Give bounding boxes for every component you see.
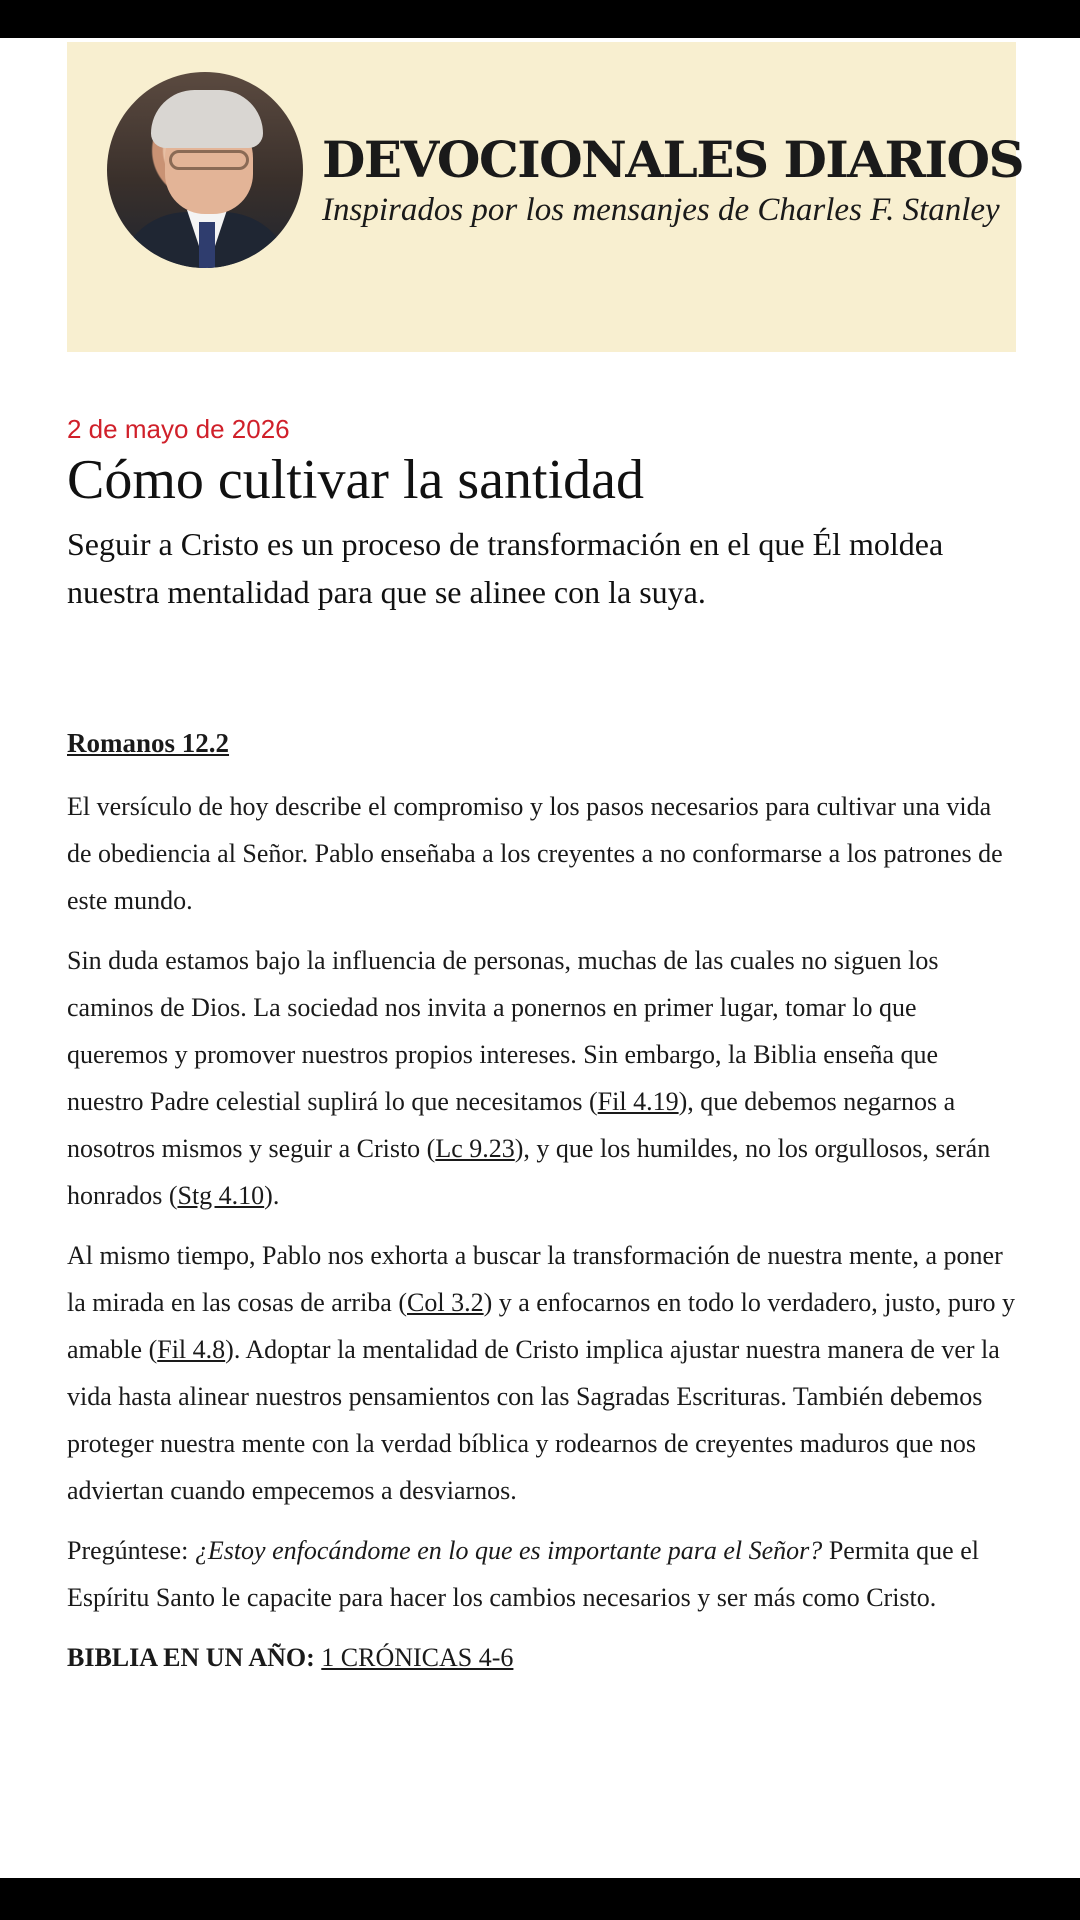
verse-link-fil-4-8[interactable]: Fil 4.8 xyxy=(157,1335,226,1364)
paragraph-1: El versículo de hoy describe el compromiso y los pasos necesarios para cultivar una vida de obediencia al Señor. Pablo enseñaba a los creyentes a no conformarse a los patrones de este mundo. xyxy=(67,792,1003,915)
header-banner xyxy=(67,42,1024,352)
article-lede: Seguir a Cristo es un proceso de transformación en el que Él moldea nuestra mentalidad para que se alinee con la suya. xyxy=(67,526,944,610)
paragraph-3 xyxy=(67,1232,1017,1514)
reading-plan xyxy=(67,1634,1017,1681)
verse-link-fil-4-19[interactable]: Fil 4.19 xyxy=(597,1087,679,1116)
paragraph-3-text-c: ). Adoptar la mentalidad de Cristo implica ajustar nuestra manera de ver la vida hasta alinear nuestros pensamientos con las Sagradas Escrituras. También debemos proteger nuestra mente con la verdad bíblica y rodearnos de creyentes maduros que nos adviertan cuando empecemos a desviarnos. xyxy=(67,1335,1000,1505)
reading-plan-link[interactable]: 1 CRÓNICAS 4-6 xyxy=(321,1643,514,1672)
verse-link-stg-4-10[interactable]: Stg 4.10 xyxy=(177,1181,265,1210)
paragraph-4 xyxy=(67,1527,1017,1621)
bottom-navigation-bar xyxy=(0,1878,1080,1920)
reflection-question: ¿Estoy enfocándome en lo que es importante para el Señor? xyxy=(194,1536,823,1565)
verse-link-col-3-2[interactable]: Col 3.2 xyxy=(407,1288,484,1317)
top-status-bar xyxy=(0,0,1080,38)
brand-title: DEVOCIONALES DIARIOS xyxy=(322,130,1024,189)
paragraph-4-text-b: Permita que el Espíritu Santo le capacite para hacer los cambios necesarios y ser más como Cristo. xyxy=(67,1536,979,1612)
author-photo xyxy=(107,72,303,268)
paragraph-3-text-b: ) y a enfocarnos en todo lo verdadero, justo, puro y amable ( xyxy=(67,1288,1015,1364)
reading-plan-label: BIBLIA EN UN AÑO: xyxy=(67,1643,315,1672)
paragraph-2-text-b: ), que debemos negarnos a nosotros mismos y seguir a Cristo ( xyxy=(67,1087,956,1163)
paragraph-4-text-a: Pregúntese: xyxy=(67,1536,195,1565)
brand-subtitle: Inspirados por los mensanjes de Charles F. Stanley xyxy=(322,192,1000,228)
verse-link-lc-9-23[interactable]: Lc 9.23 xyxy=(435,1134,515,1163)
scripture-reference-link[interactable]: Romanos 12.2 xyxy=(67,728,230,758)
paragraph-2-text-d: ). xyxy=(264,1181,280,1210)
article-body xyxy=(67,720,1017,1694)
article-date: 2 de mayo de 2026 xyxy=(67,414,290,444)
paragraph-2 xyxy=(67,937,1017,1219)
paragraph-2-text-a: Sin duda estamos bajo la influencia de personas, muchas de las cuales no siguen los caminos de Dios. La sociedad nos invita a ponernos en primer lugar, tomar lo que queremos y promover nuestros propios intereses. Sin embargo, la Biblia enseña que nuestro Padre celestial suplirá lo que necesitamos ( xyxy=(67,946,939,1116)
avatar-hair xyxy=(151,90,263,148)
article-title: Cómo cultivar la santidad xyxy=(67,449,644,511)
avatar-tie xyxy=(199,222,215,268)
paragraph-2-text-c: ), y que los humildes, no los orgullosos, serán honrados ( xyxy=(67,1134,991,1210)
paragraph-3-text-a: Al mismo tiempo, Pablo nos exhorta a buscar la transformación de nuestra mente, a poner la mirada en las cosas de arriba ( xyxy=(67,1241,1003,1317)
avatar-glasses xyxy=(169,150,249,170)
